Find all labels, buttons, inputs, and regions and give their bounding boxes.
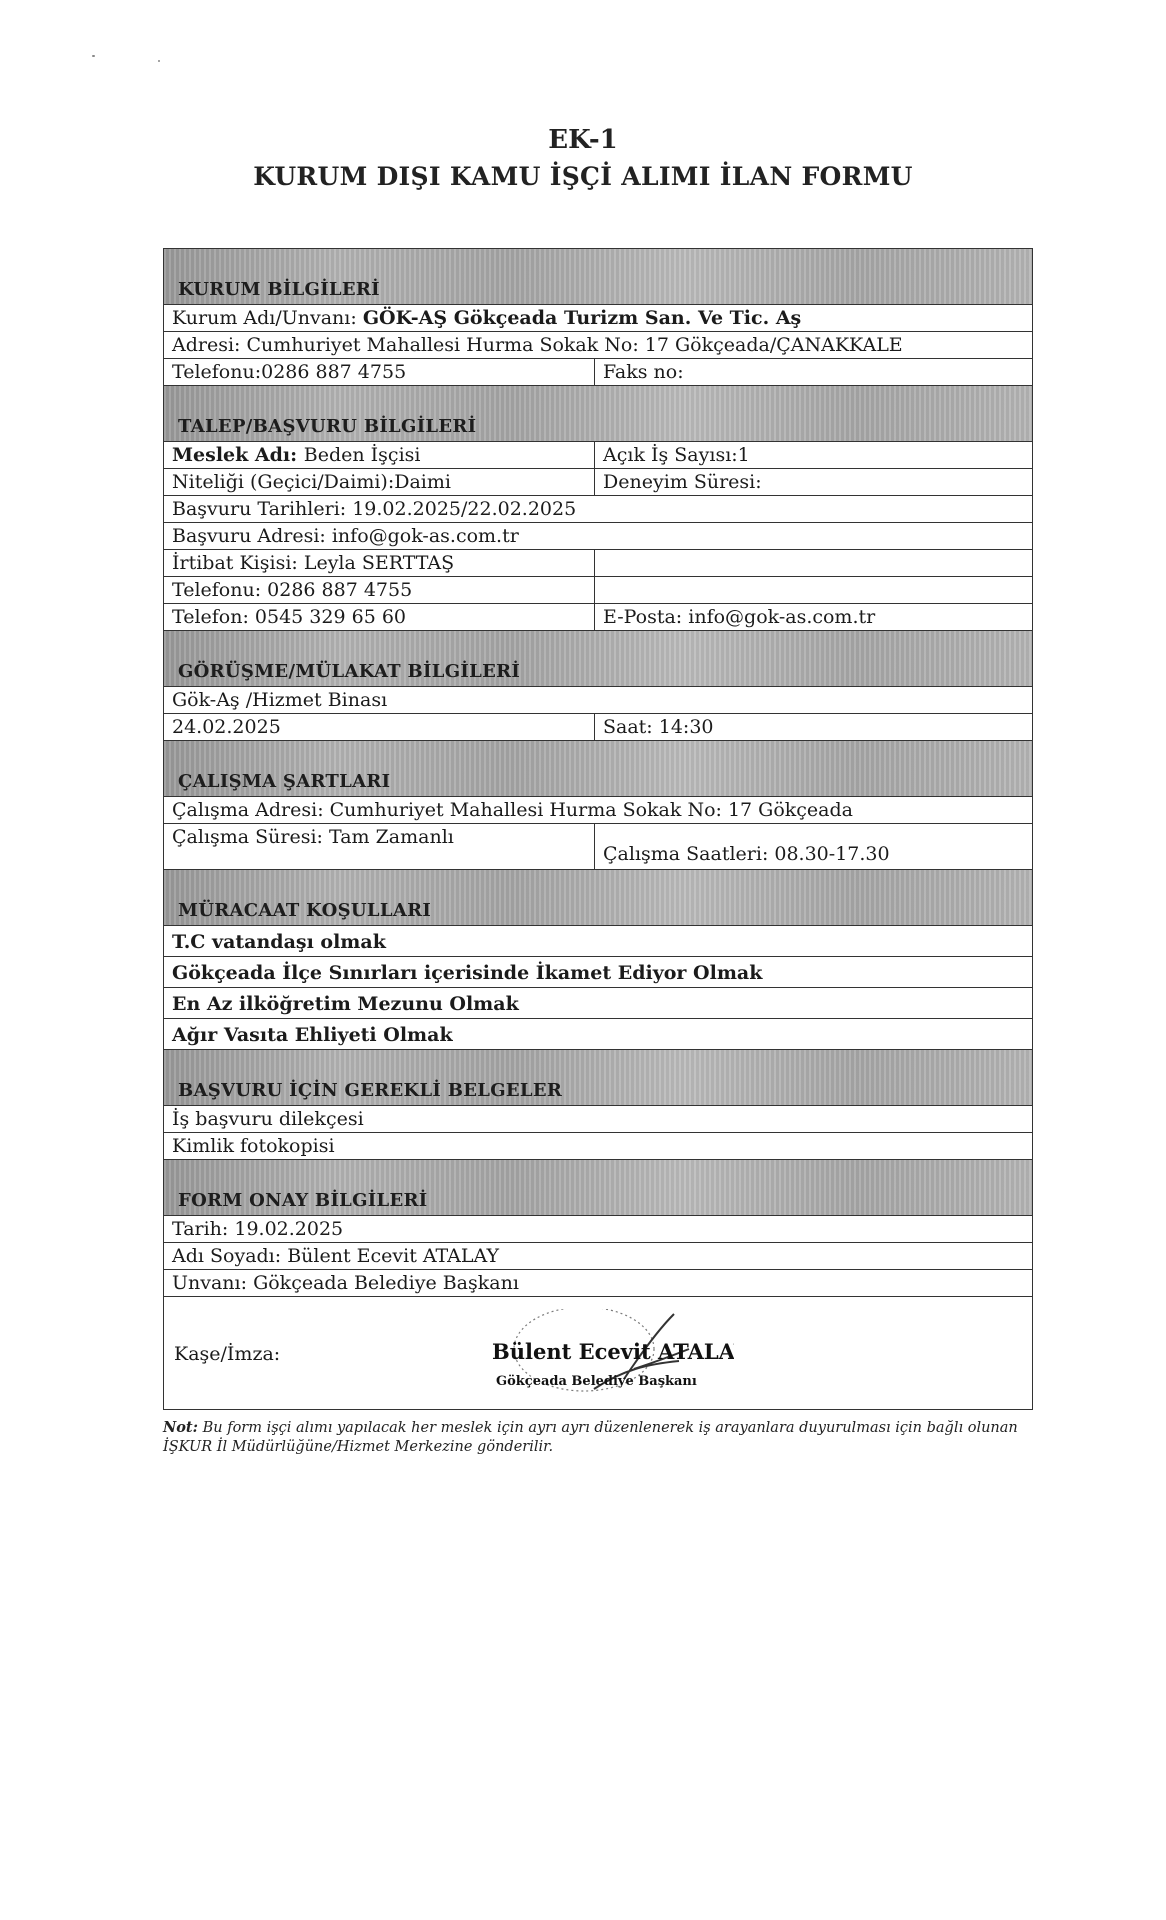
row-kase-imza xyxy=(164,1297,1032,1409)
deneyim-suresi: Deneyim Süresi: xyxy=(594,469,1032,495)
section-header-calisma: ÇALIŞMA ŞARTLARI xyxy=(164,741,1032,797)
irtibat-telefon: Telefon: 0545 329 65 60 xyxy=(172,606,407,628)
list-item xyxy=(164,957,1032,988)
scan-speck xyxy=(158,60,160,62)
meslek-value: Beden İşçisi xyxy=(303,444,421,466)
section-header-belgeler: BAŞVURU İÇİN GEREKLİ BELGELER xyxy=(164,1050,1032,1106)
row-kurum-adres xyxy=(164,332,1032,359)
onay-unvani: Unvanı: Gökçeada Belediye Başkanı xyxy=(172,1272,519,1294)
row-meslek xyxy=(164,442,1032,469)
section-header-muracaat: MÜRACAAT KOŞULLARI xyxy=(164,870,1032,926)
basvuru-adresi: Başvuru Adresi: info@gok-as.com.tr xyxy=(172,525,519,547)
row-gorusme-tarih xyxy=(164,714,1032,741)
row-calisma-adresi xyxy=(164,797,1032,824)
list-item xyxy=(164,1106,1032,1133)
irtibat-kisisi: İrtibat Kişisi: Leyla SERTTAŞ xyxy=(172,552,455,574)
calisma-suresi: Çalışma Süresi: Tam Zamanlı xyxy=(172,826,454,848)
row-telefon-eposta xyxy=(164,604,1032,631)
muracaat-kosulu: En Az ilköğretim Mezunu Olmak xyxy=(172,993,519,1015)
job-posting-form xyxy=(163,248,1033,1410)
scan-speck xyxy=(92,55,95,57)
note-text: Bu form işçi alımı yapılacak her meslek için ayrı ayrı düzenlenerek iş arayanlara duyurulması için bağlı olunan İŞKUR İl Müdürlüğüne/Hizmet Merkezine gönderilir. xyxy=(163,1420,1018,1455)
basvuru-tarihleri: Başvuru Tarihleri: 19.02.2025/22.02.2025 xyxy=(172,498,577,520)
row-calisma-suresi xyxy=(164,824,1032,870)
list-item xyxy=(164,988,1032,1019)
kase-imza-label: Kaşe/İmza: xyxy=(174,1343,281,1365)
muracaat-kosulu: Ağır Vasıta Ehliyeti Olmak xyxy=(172,1024,453,1046)
row-basvuru-adresi xyxy=(164,523,1032,550)
kurum-adi-value: GÖK-AŞ Gökçeada Turizm San. Ve Tic. Aş xyxy=(362,307,802,329)
stamp-signature xyxy=(474,1309,734,1409)
meslek-label: Meslek Adı: xyxy=(172,444,304,466)
list-item xyxy=(164,1133,1032,1160)
row-kurum-adi xyxy=(164,305,1032,332)
calisma-saatleri: Çalışma Saatleri: 08.30-17.30 xyxy=(594,824,1032,869)
acik-is-sayisi: Açık İş Sayısı:1 xyxy=(594,442,1032,468)
row-niteligi xyxy=(164,469,1032,496)
list-item xyxy=(164,1019,1032,1050)
kurum-faks: Faks no: xyxy=(594,359,1032,385)
row-kurum-telefon xyxy=(164,359,1032,386)
form-code: EK-1 xyxy=(548,125,618,155)
row-gorusme-yer xyxy=(164,687,1032,714)
onay-tarihi: Tarih: 19.02.2025 xyxy=(172,1218,344,1240)
row-irtibat xyxy=(164,550,1032,577)
gorusme-yeri: Gök-Aş /Hizmet Binası xyxy=(172,689,388,711)
stamp-title: Gökçeada Belediye Başkanı xyxy=(496,1374,697,1389)
gerekli-belge: Kimlik fotokopisi xyxy=(172,1135,335,1157)
signature-stamp-graphic xyxy=(474,1309,734,1409)
note-label: Not: xyxy=(163,1419,198,1436)
row-onay-unvan xyxy=(164,1270,1032,1297)
row-onay-tarih xyxy=(164,1216,1032,1243)
row-irtibat-telefonu xyxy=(164,577,1032,604)
section-header-gorusme: GÖRÜŞME/MÜLAKAT BİLGİLERİ xyxy=(164,631,1032,687)
muracaat-kosulu: T.C vatandaşı olmak xyxy=(172,931,386,953)
list-item xyxy=(164,926,1032,957)
niteligi: Niteliği (Geçici/Daimi):Daimi xyxy=(172,471,451,493)
muracaat-kosulu: Gökçeada İlçe Sınırları içerisinde İkamet Ediyor Olmak xyxy=(172,962,763,984)
section-header-kurum: KURUM BİLGİLERİ xyxy=(164,249,1032,305)
section-header-onay: FORM ONAY BİLGİLERİ xyxy=(164,1160,1032,1216)
onay-adi-soyadi: Adı Soyadı: Bülent Ecevit ATALAY xyxy=(172,1245,500,1267)
form-title: KURUM DIŞI KAMU İŞÇİ ALIMI İLAN FORMU xyxy=(253,162,913,191)
footnote xyxy=(163,1418,1043,1457)
kurum-telefon: Telefonu:0286 887 4755 xyxy=(172,361,407,383)
gorusme-tarihi: 24.02.2025 xyxy=(172,716,281,738)
irtibat-telefonu: Telefonu: 0286 887 4755 xyxy=(172,579,413,601)
section-header-talep: TALEP/BAŞVURU BİLGİLERİ xyxy=(164,386,1032,442)
irtibat-eposta: E-Posta: info@gok-as.com.tr xyxy=(594,604,1032,630)
kurum-adres: Adresi: Cumhuriyet Mahallesi Hurma Sokak No: 17 Gökçeada/ÇANAKKALE xyxy=(172,334,903,356)
row-onay-adi xyxy=(164,1243,1032,1270)
gorusme-saati: Saat: 14:30 xyxy=(594,714,1032,740)
kurum-adi-label: Kurum Adı/Unvanı: xyxy=(172,307,363,329)
row-basvuru-tarihleri xyxy=(164,496,1032,523)
gerekli-belge: İş başvuru dilekçesi xyxy=(172,1108,364,1130)
calisma-adresi: Çalışma Adresi: Cumhuriyet Mahallesi Hurma Sokak No: 17 Gökçeada xyxy=(172,799,853,821)
stamp-name: Bülent Ecevit ATALAY xyxy=(492,1339,734,1364)
